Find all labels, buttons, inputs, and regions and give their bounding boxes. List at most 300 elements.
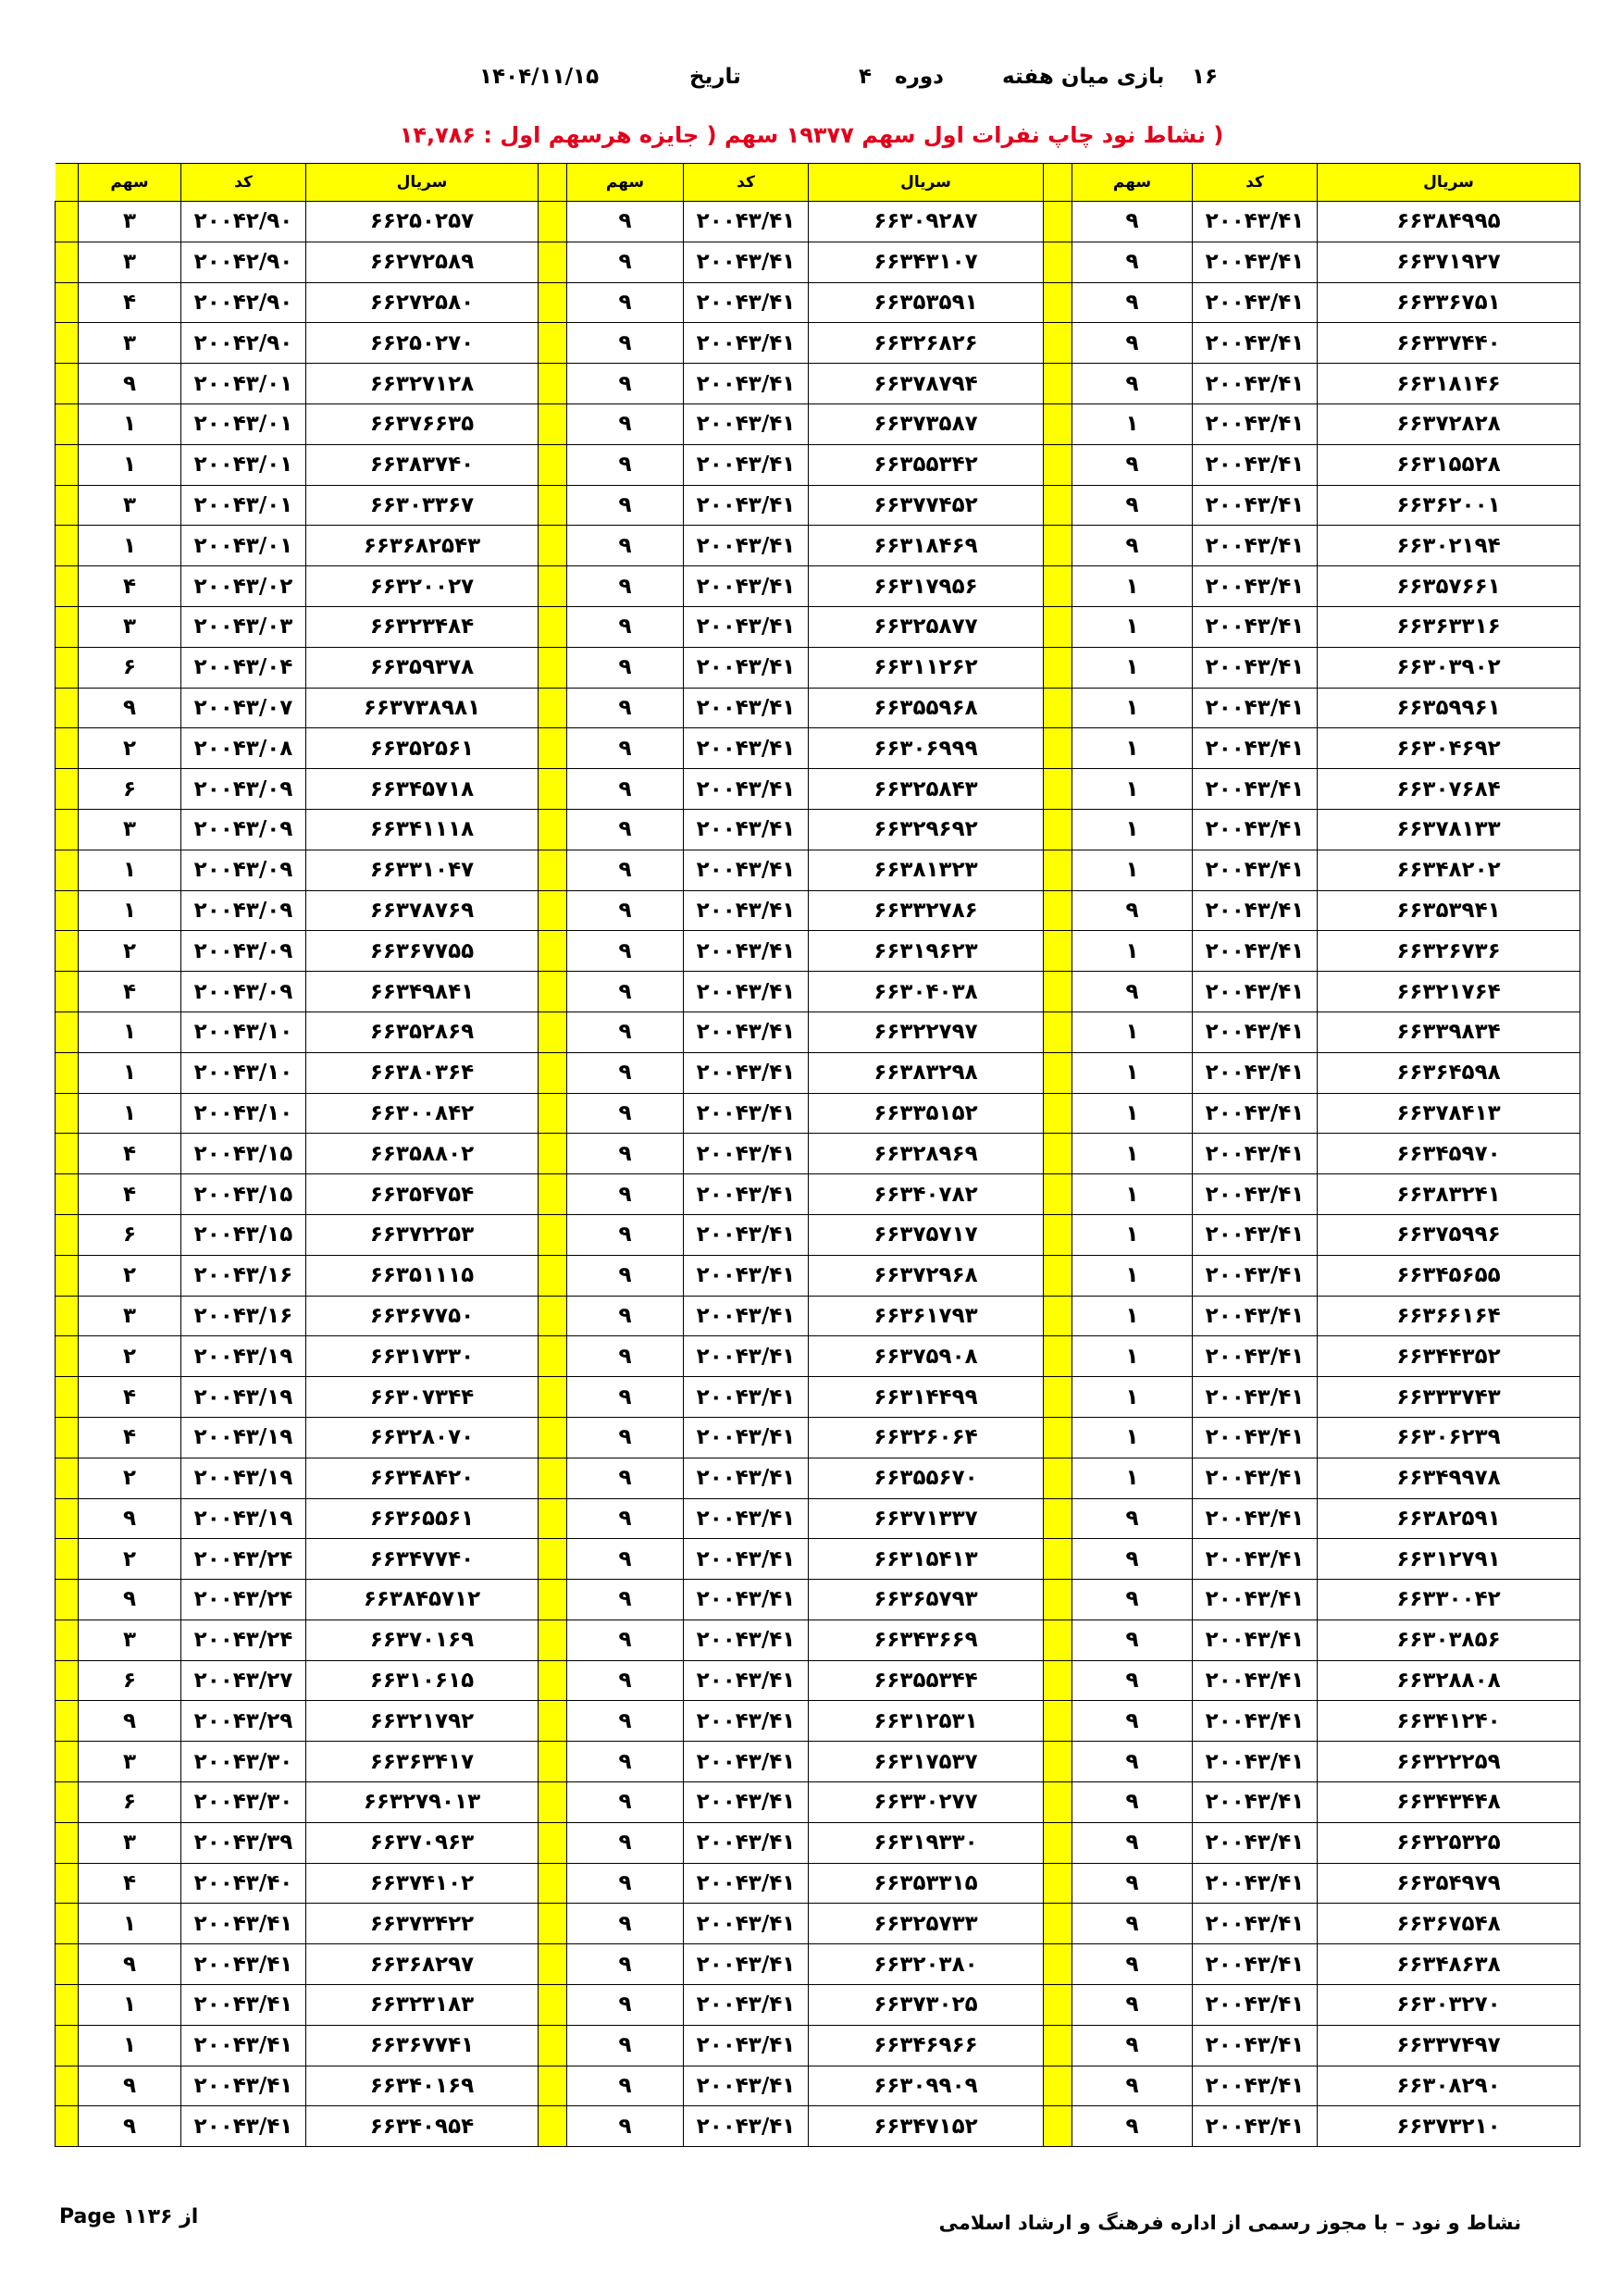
code-cell: ۲۰۰۴۳/۴۱	[181, 1904, 306, 1944]
code-cell: ۲۰۰۴۳/۲۹	[181, 1701, 306, 1742]
share-cell: ۳	[79, 1742, 181, 1782]
serial-cell: ۶۶۳۰۴۶۹۲	[1318, 728, 1580, 769]
separator-cell	[56, 1458, 79, 1498]
code-cell: ۲۰۰۴۳/۴۱	[684, 1134, 809, 1174]
serial-cell: ۶۶۳۵۱۱۱۵	[306, 1255, 539, 1296]
table-row	[56, 202, 1580, 242]
separator-cell	[1044, 647, 1072, 688]
share-cell: ۹	[1072, 282, 1193, 323]
separator-cell	[539, 1458, 567, 1498]
share-cell: ۱	[1072, 1296, 1193, 1336]
serial-cell: ۶۶۳۶۷۷۵۵	[306, 931, 539, 972]
code-cell: ۲۰۰۴۳/۴۱	[684, 1944, 809, 1985]
code-cell: ۲۰۰۴۳/۴۱	[181, 1944, 306, 1985]
share-cell: ۱	[1072, 647, 1193, 688]
table-row	[56, 606, 1580, 647]
share-cell: ۹	[79, 364, 181, 404]
separator-cell	[1044, 1498, 1072, 1539]
separator-cell	[539, 688, 567, 728]
serial-cell: ۶۶۳۶۲۰۰۱	[1318, 485, 1580, 526]
code-cell: ۲۰۰۴۳/۴۱	[684, 931, 809, 972]
serial-cell: ۶۶۳۱۷۹۵۶	[809, 566, 1044, 607]
code-cell: ۲۰۰۴۳/۴۱	[684, 323, 809, 364]
share-cell: ۹	[1072, 202, 1193, 242]
code-cell: ۲۰۰۴۲/۹۰	[181, 202, 306, 242]
code-cell: ۲۰۰۴۳/۴۱	[181, 1985, 306, 2026]
separator-cell	[539, 972, 567, 1012]
share-cell: ۹	[567, 1174, 684, 1215]
serial-cell: ۶۶۳۴۳۱۰۷	[809, 242, 1044, 282]
share-cell: ۹	[1072, 1944, 1193, 1985]
share-cell: ۳	[79, 1296, 181, 1336]
share-cell: ۹	[1072, 1742, 1193, 1782]
separator-cell	[56, 1498, 79, 1539]
code-cell: ۲۰۰۴۳/۳۰	[181, 1782, 306, 1823]
serial-cell: ۶۶۳۱۴۴۹۹	[809, 1377, 1044, 1418]
serial-cell: ۶۶۳۵۳۳۱۵	[809, 1863, 1044, 1904]
table-row	[56, 647, 1580, 688]
code-cell: ۲۰۰۴۳/۴۱	[1193, 1296, 1318, 1336]
serial-cell: ۶۶۳۰۰۸۴۲	[306, 1093, 539, 1134]
share-cell: ۲	[79, 1539, 181, 1580]
serial-cell: ۶۶۲۷۲۵۸۹	[306, 242, 539, 282]
share-cell: ۹	[1072, 1863, 1193, 1904]
share-cell: ۶	[79, 1782, 181, 1823]
code-cell: ۲۰۰۴۳/۴۱	[684, 485, 809, 526]
separator-cell	[56, 1660, 79, 1701]
share-cell: ۳	[79, 202, 181, 242]
separator-cell	[1044, 1296, 1072, 1336]
serial-cell: ۶۶۳۷۵۹۰۸	[809, 1336, 1044, 1377]
separator-cell	[56, 850, 79, 890]
share-cell: ۹	[567, 1539, 684, 1580]
serial-cell: ۶۶۳۱۰۶۱۵	[306, 1660, 539, 1701]
share-cell: ۹	[567, 1458, 684, 1498]
serial-cell: ۶۶۳۱۷۵۳۷	[809, 1742, 1044, 1782]
table-row	[56, 1296, 1580, 1336]
code-cell: ۲۰۰۴۳/۴۱	[684, 282, 809, 323]
code-cell: ۲۰۰۴۳/۱۹	[181, 1458, 306, 1498]
separator-cell	[56, 1944, 79, 1985]
serial-cell: ۶۶۳۶۶۱۶۴	[1318, 1296, 1580, 1336]
separator-cell	[56, 769, 79, 810]
share-cell: ۶	[79, 1214, 181, 1255]
share-cell: ۹	[567, 1011, 684, 1052]
separator-cell	[1044, 850, 1072, 890]
share-cell: ۹	[1072, 1498, 1193, 1539]
share-cell: ۱	[1072, 1417, 1193, 1458]
code-cell: ۲۰۰۴۳/۰۹	[181, 809, 306, 850]
share-cell: ۹	[567, 1580, 684, 1620]
table-row	[56, 526, 1580, 566]
serial-cell: ۶۶۳۸۳۲۹۸	[809, 1052, 1044, 1093]
share-cell: ۹	[567, 566, 684, 607]
separator-cell	[1044, 1214, 1072, 1255]
serial-cell: ۶۶۳۰۹۹۰۹	[809, 2066, 1044, 2106]
share-cell: ۹	[567, 606, 684, 647]
code-cell: ۲۰۰۴۳/۴۱	[684, 1377, 809, 1418]
column-header-serial: سریال	[809, 164, 1044, 202]
share-cell: ۱	[1072, 1134, 1193, 1174]
code-cell: ۲۰۰۴۳/۴۱	[684, 769, 809, 810]
code-cell: ۲۰۰۴۳/۴۱	[1193, 931, 1318, 972]
game-name: بازی میان هفته	[1002, 65, 1165, 89]
code-cell: ۲۰۰۴۳/۴۱	[684, 647, 809, 688]
code-cell: ۲۰۰۴۳/۲۴	[181, 1580, 306, 1620]
separator-cell	[539, 566, 567, 607]
share-cell: ۹	[567, 1701, 684, 1742]
share-cell: ۴	[79, 1134, 181, 1174]
separator-cell	[539, 1742, 567, 1782]
share-cell: ۹	[567, 809, 684, 850]
table-row	[56, 1336, 1580, 1377]
code-cell: ۲۰۰۴۳/۴۱	[1193, 769, 1318, 810]
table-row	[56, 1458, 1580, 1498]
code-cell: ۲۰۰۴۳/۴۱	[1193, 1904, 1318, 1944]
separator-cell	[56, 1255, 79, 1296]
share-cell: ۶	[79, 769, 181, 810]
separator-cell	[539, 1134, 567, 1174]
serial-cell: ۶۶۳۸۲۵۹۱	[1318, 1498, 1580, 1539]
share-cell: ۱	[1072, 1377, 1193, 1418]
share-cell: ۹	[567, 526, 684, 566]
table-row	[56, 403, 1580, 444]
share-cell: ۹	[79, 1580, 181, 1620]
share-cell: ۱	[1072, 688, 1193, 728]
serial-cell: ۶۶۳۵۷۶۶۱	[1318, 566, 1580, 607]
serial-cell: ۶۶۳۴۰۷۸۲	[809, 1174, 1044, 1215]
share-cell: ۹	[567, 972, 684, 1012]
separator-cell	[539, 1904, 567, 1944]
separator-cell	[539, 526, 567, 566]
serial-cell: ۶۶۳۴۴۳۵۲	[1318, 1336, 1580, 1377]
code-cell: ۲۰۰۴۳/۴۱	[684, 688, 809, 728]
code-cell: ۲۰۰۴۳/۱۵	[181, 1214, 306, 1255]
serial-cell: ۶۶۳۵۲۸۶۹	[306, 1011, 539, 1052]
serial-cell: ۶۶۳۶۴۵۹۸	[1318, 1052, 1580, 1093]
table-row	[56, 1620, 1580, 1660]
separator-cell	[1044, 1255, 1072, 1296]
share-cell: ۹	[567, 728, 684, 769]
table-row	[56, 1782, 1580, 1823]
serial-cell: ۶۶۳۸۴۹۹۵	[1318, 202, 1580, 242]
separator-cell	[56, 403, 79, 444]
share-cell: ۹	[1072, 526, 1193, 566]
table-row	[56, 1093, 1580, 1134]
share-cell: ۹	[567, 2066, 684, 2106]
table-row	[56, 728, 1580, 769]
serial-cell: ۶۶۳۶۸۲۹۷	[306, 1944, 539, 1985]
code-cell: ۲۰۰۴۳/۴۱	[684, 1742, 809, 1782]
share-cell: ۱	[1072, 403, 1193, 444]
separator-cell	[56, 1580, 79, 1620]
separator-cell	[539, 1782, 567, 1823]
serial-cell: ۶۶۳۴۹۸۴۱	[306, 972, 539, 1012]
separator-cell	[56, 606, 79, 647]
code-cell: ۲۰۰۴۳/۱۹	[181, 1336, 306, 1377]
share-cell: ۴	[79, 1174, 181, 1215]
share-cell: ۱	[1072, 1093, 1193, 1134]
serial-cell: ۶۶۳۵۵۹۶۸	[809, 688, 1044, 728]
code-cell: ۲۰۰۴۳/۴۱	[1193, 1174, 1318, 1215]
serial-cell: ۶۶۳۰۶۲۳۹	[1318, 1417, 1580, 1458]
serial-cell: ۶۶۳۵۹۹۶۱	[1318, 688, 1580, 728]
code-cell: ۲۰۰۴۳/۴۱	[684, 1782, 809, 1823]
separator-cell	[1044, 164, 1072, 202]
table-row	[56, 1498, 1580, 1539]
column-header-serial: سریال	[306, 164, 539, 202]
code-cell: ۲۰۰۴۳/۰۳	[181, 606, 306, 647]
code-cell: ۲۰۰۴۳/۰۹	[181, 890, 306, 931]
code-cell: ۲۰۰۴۳/۴۱	[684, 850, 809, 890]
serial-cell: ۶۶۳۲۰۳۸۰	[809, 1944, 1044, 1985]
code-cell: ۲۰۰۴۳/۲۷	[181, 1660, 306, 1701]
code-cell: ۲۰۰۴۳/۴۱	[1193, 1822, 1318, 1863]
separator-cell	[539, 1863, 567, 1904]
separator-cell	[1044, 202, 1072, 242]
share-cell: ۱	[79, 1904, 181, 1944]
column-header-share: سهم	[567, 164, 684, 202]
code-cell: ۲۰۰۴۳/۴۱	[1193, 1011, 1318, 1052]
share-cell: ۲	[79, 728, 181, 769]
table-row	[56, 1214, 1580, 1255]
separator-cell	[1044, 242, 1072, 282]
share-cell: ۹	[567, 202, 684, 242]
page-number: ۱۶	[1192, 65, 1219, 89]
code-cell: ۲۰۰۴۳/۱۰	[181, 1052, 306, 1093]
date-label: تاریخ	[689, 65, 741, 89]
serial-cell: ۶۶۲۵۰۲۷۰	[306, 323, 539, 364]
code-cell: ۲۰۰۴۳/۴۱	[1193, 1944, 1318, 1985]
separator-cell	[56, 485, 79, 526]
code-cell: ۲۰۰۴۳/۰۱	[181, 485, 306, 526]
code-cell: ۲۰۰۴۳/۴۱	[684, 1336, 809, 1377]
separator-cell	[539, 1701, 567, 1742]
serial-cell: ۶۶۳۲۱۷۶۴	[1318, 972, 1580, 1012]
code-cell: ۲۰۰۴۳/۴۱	[1193, 2106, 1318, 2147]
serial-cell: ۶۶۳۱۱۲۶۲	[809, 647, 1044, 688]
serial-cell: ۶۶۳۴۱۲۴۰	[1318, 1701, 1580, 1742]
separator-cell	[539, 1377, 567, 1418]
code-cell: ۲۰۰۴۳/۴۱	[1193, 972, 1318, 1012]
serial-cell: ۶۶۳۷۸۷۹۴	[809, 364, 1044, 404]
code-cell: ۲۰۰۴۳/۴۱	[1193, 1052, 1318, 1093]
share-cell: ۹	[567, 890, 684, 931]
share-cell: ۱	[1072, 769, 1193, 810]
code-cell: ۲۰۰۴۳/۳۰	[181, 1742, 306, 1782]
code-cell: ۲۰۰۴۳/۴۱	[1193, 364, 1318, 404]
separator-cell	[539, 1539, 567, 1580]
code-cell: ۲۰۰۴۳/۴۱	[684, 444, 809, 485]
separator-cell	[1044, 688, 1072, 728]
share-cell: ۹	[1072, 444, 1193, 485]
separator-cell	[539, 1580, 567, 1620]
separator-cell	[1044, 1822, 1072, 1863]
separator-cell	[1044, 403, 1072, 444]
serial-cell: ۶۶۳۲۸۹۶۹	[809, 1134, 1044, 1174]
separator-cell	[1044, 282, 1072, 323]
share-cell: ۹	[567, 1985, 684, 2026]
separator-cell	[539, 809, 567, 850]
code-cell: ۲۰۰۴۳/۴۱	[1193, 1093, 1318, 1134]
table-row	[56, 1904, 1580, 1944]
serial-cell: ۶۶۳۲۳۴۸۴	[306, 606, 539, 647]
code-cell: ۲۰۰۴۳/۴۱	[1193, 809, 1318, 850]
separator-cell	[1044, 1336, 1072, 1377]
code-cell: ۲۰۰۴۳/۴۰	[181, 1863, 306, 1904]
share-cell: ۹	[1072, 972, 1193, 1012]
code-cell: ۲۰۰۴۳/۴۱	[1193, 485, 1318, 526]
serial-cell: ۶۶۳۲۰۰۲۷	[306, 566, 539, 607]
share-cell: ۱	[79, 1011, 181, 1052]
code-cell: ۲۰۰۴۳/۴۱	[1193, 202, 1318, 242]
share-cell: ۹	[567, 1944, 684, 1985]
table-row	[56, 242, 1580, 282]
serial-cell: ۶۶۳۷۲۲۵۳	[306, 1214, 539, 1255]
column-header-share: سهم	[79, 164, 181, 202]
separator-cell	[539, 1052, 567, 1093]
serial-cell: ۶۶۳۸۰۳۶۴	[306, 1052, 539, 1093]
separator-cell	[56, 1214, 79, 1255]
separator-cell	[539, 1174, 567, 1215]
separator-cell	[56, 1093, 79, 1134]
share-cell: ۹	[1072, 1985, 1193, 2026]
code-cell: ۲۰۰۴۳/۰۲	[181, 566, 306, 607]
separator-cell	[56, 1539, 79, 1580]
table-row	[56, 1011, 1580, 1052]
separator-cell	[1044, 444, 1072, 485]
share-cell: ۹	[567, 931, 684, 972]
code-cell: ۲۰۰۴۳/۴۱	[684, 1296, 809, 1336]
serial-cell: ۶۶۳۳۵۱۵۲	[809, 1093, 1044, 1134]
share-cell: ۹	[567, 1377, 684, 1418]
serial-cell: ۶۶۳۰۴۰۳۸	[809, 972, 1044, 1012]
code-cell: ۲۰۰۴۳/۴۱	[1193, 647, 1318, 688]
share-cell: ۹	[567, 1863, 684, 1904]
code-cell: ۲۰۰۴۳/۴۱	[1193, 242, 1318, 282]
separator-cell	[539, 485, 567, 526]
separator-cell	[1044, 1377, 1072, 1418]
serial-cell: ۶۶۳۳۱۰۴۷	[306, 850, 539, 890]
period-label: دوره	[895, 65, 944, 89]
code-cell: ۲۰۰۴۳/۴۱	[684, 1539, 809, 1580]
share-cell: ۹	[567, 1214, 684, 1255]
separator-cell	[539, 242, 567, 282]
serial-cell: ۶۶۳۷۸۴۱۳	[1318, 1093, 1580, 1134]
code-cell: ۲۰۰۴۳/۴۱	[1193, 1863, 1318, 1904]
serial-cell: ۶۶۳۳۳۷۴۳	[1318, 1377, 1580, 1418]
serial-cell: ۶۶۳۲۷۹۰۱۳	[306, 1782, 539, 1823]
separator-cell	[56, 526, 79, 566]
serial-cell: ۶۶۳۲۷۱۲۸	[306, 364, 539, 404]
table-row	[56, 1944, 1580, 1985]
share-cell: ۹	[567, 403, 684, 444]
share-cell: ۱	[79, 850, 181, 890]
code-cell: ۲۰۰۴۳/۱۰	[181, 1093, 306, 1134]
code-cell: ۲۰۰۴۳/۴۱	[1193, 1782, 1318, 1823]
serial-cell: ۶۶۳۲۵۷۳۳	[809, 1904, 1044, 1944]
separator-cell	[56, 1336, 79, 1377]
separator-cell	[1044, 1093, 1072, 1134]
share-cell: ۱	[79, 890, 181, 931]
share-cell: ۴	[79, 282, 181, 323]
code-cell: ۲۰۰۴۳/۴۱	[1193, 282, 1318, 323]
share-cell: ۹	[79, 1701, 181, 1742]
share-cell: ۲	[79, 1255, 181, 1296]
share-cell: ۹	[567, 850, 684, 890]
share-cell: ۹	[1072, 1782, 1193, 1823]
share-cell: ۶	[79, 647, 181, 688]
separator-cell	[1044, 1863, 1072, 1904]
share-cell: ۲	[79, 1336, 181, 1377]
code-cell: ۲۰۰۴۳/۴۱	[1193, 1336, 1318, 1377]
separator-cell	[1044, 2066, 1072, 2106]
share-cell: ۳	[79, 1822, 181, 1863]
share-cell: ۹	[567, 2106, 684, 2147]
serial-cell: ۶۶۳۵۹۳۷۸	[306, 647, 539, 688]
separator-cell	[56, 1134, 79, 1174]
separator-cell	[1044, 1782, 1072, 1823]
share-cell: ۹	[1072, 1904, 1193, 1944]
code-cell: ۲۰۰۴۳/۱۶	[181, 1296, 306, 1336]
serial-cell: ۶۶۳۰۹۲۸۷	[809, 202, 1044, 242]
table-row	[56, 850, 1580, 890]
serial-cell: ۶۶۳۲۱۷۹۲	[306, 1701, 539, 1742]
serial-cell: ۶۶۳۳۰۰۴۲	[1318, 1580, 1580, 1620]
code-cell: ۲۰۰۴۳/۴۱	[684, 2066, 809, 2106]
share-cell: ۱	[79, 1985, 181, 2026]
share-cell: ۹	[567, 1660, 684, 1701]
page-of: از ۱۱۳۶	[122, 2205, 199, 2228]
separator-cell	[56, 1377, 79, 1418]
code-cell: ۲۰۰۴۳/۴۱	[1193, 1458, 1318, 1498]
separator-cell	[539, 164, 567, 202]
serial-cell: ۶۶۳۴۸۴۲۰	[306, 1458, 539, 1498]
serial-cell: ۶۶۳۴۶۹۶۶	[809, 2025, 1044, 2066]
share-cell: ۹	[79, 2106, 181, 2147]
serial-cell: ۶۶۳۴۰۹۵۴	[306, 2106, 539, 2147]
share-cell: ۹	[1072, 1701, 1193, 1742]
separator-cell	[56, 1985, 79, 2026]
code-cell: ۲۰۰۴۳/۴۱	[1193, 1377, 1318, 1418]
separator-cell	[539, 1822, 567, 1863]
table-row	[56, 809, 1580, 850]
code-cell: ۲۰۰۴۳/۴۱	[684, 1255, 809, 1296]
share-cell: ۹	[567, 1255, 684, 1296]
serial-cell: ۶۶۳۴۳۴۴۸	[1318, 1782, 1580, 1823]
serial-cell: ۶۶۳۴۷۱۵۲	[809, 2106, 1044, 2147]
share-cell: ۱	[79, 526, 181, 566]
separator-cell	[539, 1660, 567, 1701]
serial-cell: ۶۶۳۷۴۱۰۲	[306, 1863, 539, 1904]
table-row	[56, 1255, 1580, 1296]
share-cell: ۱	[1072, 1174, 1193, 1215]
code-cell: ۲۰۰۴۳/۰۴	[181, 647, 306, 688]
serial-cell: ۶۶۳۰۷۳۴۴	[306, 1377, 539, 1418]
code-cell: ۲۰۰۴۲/۹۰	[181, 242, 306, 282]
table-row	[56, 1742, 1580, 1782]
serial-cell: ۶۶۳۵۵۳۴۲	[809, 444, 1044, 485]
code-cell: ۲۰۰۴۳/۴۱	[1193, 526, 1318, 566]
share-cell: ۹	[567, 769, 684, 810]
serial-cell: ۶۶۳۳۹۸۳۴	[1318, 1011, 1580, 1052]
separator-cell	[1044, 1417, 1072, 1458]
serial-cell: ۶۶۳۱۹۶۲۳	[809, 931, 1044, 972]
share-cell: ۹	[567, 1093, 684, 1134]
share-cell: ۱	[1072, 606, 1193, 647]
separator-cell	[539, 403, 567, 444]
serial-cell: ۶۶۳۴۸۶۳۸	[1318, 1944, 1580, 1985]
